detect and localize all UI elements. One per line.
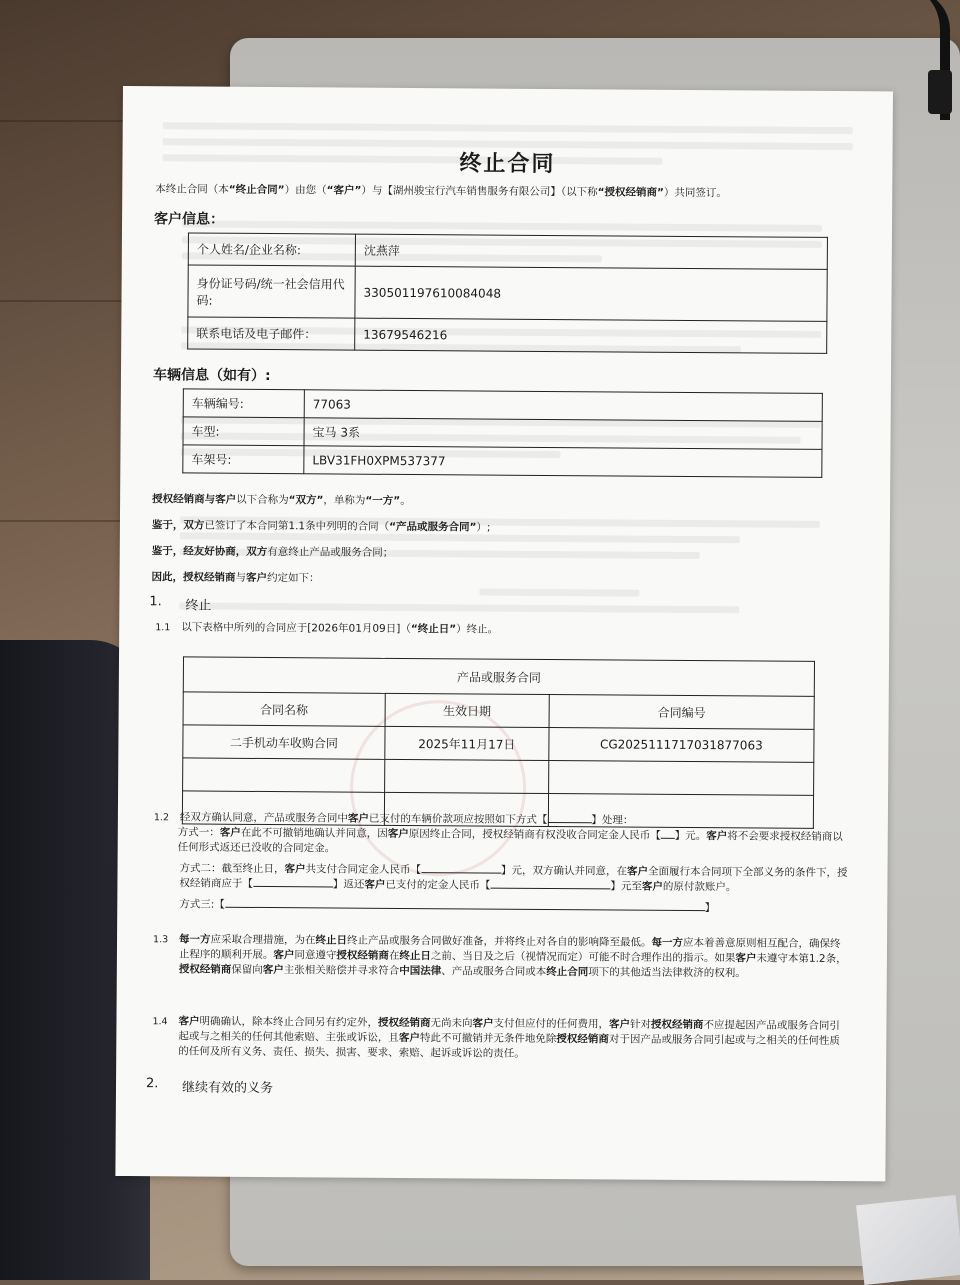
clause-text: 已支付的车辆价款项应按照如下方式【 [368, 812, 548, 826]
table-row [188, 317, 827, 353]
clause-text: 将不会要求授权经销商以任何形式返还已没收的合同定金。 [177, 830, 843, 855]
recital-text: 以下合称为 [236, 493, 289, 507]
field-label: 车辆编号: [183, 389, 304, 418]
recital-text: 客户 [246, 571, 268, 585]
table-row [188, 265, 827, 321]
defined-term: 每一方 [651, 936, 684, 949]
clause-text: 无尚未向 [430, 1017, 473, 1030]
clause-text: 】元，双方确认并同意，在 [500, 864, 628, 878]
clause-text: 特此不可撤销并无条件地免除 [419, 1032, 557, 1046]
defined-term: 授权经销商 [556, 1033, 609, 1046]
recital-text: 因此， [151, 571, 184, 584]
clause-1-3 [179, 932, 849, 982]
contracts-table [179, 656, 815, 828]
defined-term: 每一方 [179, 933, 211, 946]
column-header: 合同名称 [183, 692, 385, 726]
table-row [183, 758, 814, 795]
defined-term: 客户 [178, 1015, 200, 1028]
blank-field [225, 907, 705, 911]
clause-1-2 [179, 810, 850, 917]
clause-text: 】元。 [674, 829, 707, 843]
field-label: 联系电话及电子邮件： [188, 317, 355, 350]
plastic-wrapper [856, 1195, 960, 1285]
table-cell: 二手机动车收购合同 [183, 725, 385, 759]
recital-whereas-2 [152, 544, 862, 563]
recital-text: 双方 [246, 545, 268, 559]
defined-term: 客户 [387, 827, 409, 841]
recital-text: 双方 [183, 519, 205, 532]
recital-parties [152, 492, 862, 511]
recital-text: 约定如下： [267, 572, 320, 585]
clause-text: ）终止。 [456, 623, 499, 636]
blank-field [547, 822, 591, 823]
intro-text: ）共同签订。 [663, 186, 727, 200]
clause-text: 、产品或服务合同或本 [441, 965, 547, 978]
customer-info-table [187, 232, 828, 353]
defined-term: “授权经销商” [597, 186, 664, 199]
blank-field [490, 888, 610, 890]
table-cell [384, 759, 548, 793]
recital-text: 授权经销商 [183, 571, 236, 584]
cable-plug [928, 70, 952, 114]
clause-text: 经双方确认同意，产品或服务合同中 [179, 811, 348, 825]
column-header: 合同编号 [549, 694, 814, 729]
clause-text: 共支付合同定金人民币【 [305, 863, 422, 877]
clause-text: 】返还 [332, 878, 365, 891]
recital-text: 鉴于，经友好协商， [151, 545, 247, 558]
clause-text: 项下的其他适当法律救济的权利。 [588, 966, 746, 980]
clause-text: 针对 [629, 1018, 652, 1031]
page-title: 终止合同 [459, 151, 556, 178]
option-three [179, 897, 849, 917]
table-cell: 2025年11月17日 [385, 726, 549, 760]
clause-text: 同意遵守 [294, 949, 337, 962]
vehicle-info-heading: 车辆信息（如有）: [152, 367, 271, 385]
recital-therefore [152, 570, 862, 589]
table-row [183, 417, 822, 449]
recital-text: “一方” [365, 494, 401, 507]
blank-field [661, 838, 675, 839]
section-2-title: 继续有效的义务 [181, 1080, 274, 1097]
clause-text: 对于因产品或服务合同引起或与之相关的任何性质的任何及所有义务、责任、损失、损害、要求、索赔、起诉或诉讼的责任。 [178, 1033, 840, 1060]
table-caption: 产品或服务合同 [183, 657, 814, 696]
recital-whereas-1 [152, 518, 862, 537]
clause-text: 已支付的定金人民币【 [385, 878, 491, 892]
defined-term: 授权经销商 [650, 1018, 704, 1032]
field-label: 车架号: [183, 445, 304, 474]
intro-text: ）与【湖州骏宝行汽车销售服务有限公司】（以下称 [361, 184, 598, 199]
table-row [183, 445, 822, 477]
intro-text: ）由您（ [284, 184, 327, 197]
clause-text: 】 [704, 902, 716, 915]
clause-number: 1.1 [155, 622, 171, 634]
recital-text: “产品或服务合同” [389, 520, 477, 534]
clause-text: 应采取合理措施，为在 [210, 933, 316, 947]
defined-term: 客户 [641, 880, 663, 893]
recital-text: 已签订了本合同第1.1条中列明的合同（ [204, 519, 390, 533]
defined-term: 客户 [472, 1017, 494, 1030]
defined-term: 客户 [706, 830, 728, 843]
table-row [183, 725, 814, 762]
defined-term: 客户 [273, 949, 295, 962]
clause-text: 支付但应付的任何费用， [493, 1017, 610, 1031]
recital-text: ）; [476, 521, 491, 534]
defined-term: 终止日 [399, 949, 431, 963]
field-value: 沈燕萍 [355, 234, 827, 269]
recital-text: 。 [400, 494, 411, 508]
customer-info-heading: 客户信息： [154, 211, 225, 228]
recital-text: “双方” [288, 494, 324, 507]
intro-paragraph [155, 182, 875, 201]
defined-term: 授权经销商 [377, 1016, 431, 1030]
blank-field [253, 886, 333, 888]
recital-text: 鉴于， [151, 519, 184, 532]
defined-term: “客户” [326, 184, 362, 197]
option-two [179, 861, 849, 896]
clause-text: 主张相关赔偿并寻求符合 [283, 964, 400, 977]
recital-text: 与 [235, 571, 247, 584]
clause-text: 应本着善意原则相互配合，确保终止程序的顺利开展。 [178, 936, 841, 962]
defined-term: 客户 [284, 863, 306, 876]
defined-term: “终止合同” [228, 183, 285, 197]
table-caption-row [183, 657, 814, 696]
clause-text: 】元至 [610, 880, 642, 893]
clause-text: 明确确认，除本终止合同另有约定外， [199, 1015, 379, 1029]
blank-field [421, 872, 501, 874]
option-one [178, 825, 850, 860]
defined-term: 客户 [347, 812, 369, 825]
defined-term: 客户 [364, 878, 386, 891]
defined-term: 客户 [608, 1018, 631, 1031]
clause-text: 保留向 [231, 963, 263, 976]
recital-text: 与 [204, 493, 216, 506]
clause-text: 终止产品或服务合同做好准备，并将终止对各自的影响降至最低。 [346, 934, 652, 949]
vehicle-info-table [182, 388, 823, 477]
clause-text: 方式三:【 [179, 898, 225, 911]
clause-text: 原因终止合同，授权经销商有权没收合同定金人民币【 [408, 828, 661, 842]
clause-number: 1.2 [153, 812, 170, 824]
clause-number: 1.4 [152, 1016, 168, 1028]
table-cell [183, 758, 385, 792]
defined-term: 授权经销商 [178, 963, 232, 976]
field-value: LBV31FH0XPM537377 [304, 446, 822, 478]
table-row [188, 233, 827, 269]
intro-text: 本终止合同（本 [155, 183, 229, 196]
field-value: 330501197610084048 [355, 266, 827, 321]
table-row [183, 389, 822, 421]
defined-term: 中国法律 [399, 964, 442, 978]
clause-text: 在此不可撤销地确认并同意，因 [240, 826, 388, 840]
field-label: 车型: [183, 417, 304, 446]
field-value: 13679546216 [355, 318, 827, 353]
recital-text: ，单称为 [323, 494, 366, 507]
section-2-number: 2. [145, 1076, 159, 1092]
section-1-number: 1. [149, 594, 162, 610]
table-cell [549, 760, 814, 795]
defined-term: 终止合同 [546, 965, 589, 979]
field-label: 个人姓名/企业名称: [188, 233, 355, 266]
clause-text: 的原付款账户。 [662, 880, 737, 894]
clause-text: 】处理： [591, 814, 634, 827]
clause-text: 全面履行本合同项下全部义务的条件下，授权经销商应于【 [179, 865, 848, 890]
defined-term: 授权经销商 [336, 949, 389, 962]
field-value: 宝马 3系 [304, 418, 822, 450]
column-header: 生效日期 [385, 693, 549, 727]
clause-text: 方式二：截至终止日， [179, 862, 285, 876]
defined-term: 客户 [626, 865, 649, 878]
recital-text: 有意终止产品或服务合同； [267, 546, 394, 559]
defined-term: 终止日 [315, 934, 348, 947]
clause-text: 之前、当日及之后（视情况而定）可能不时合理作出的指示。如果 [430, 950, 736, 965]
clause-text: 方式一： [177, 826, 220, 839]
table-cell: CG2025111717031877063 [549, 727, 814, 762]
defined-term: 客户 [219, 826, 241, 839]
defined-term: 客户 [735, 952, 757, 965]
clause-1-4 [178, 1014, 848, 1064]
defined-term: 客户 [262, 963, 284, 977]
clause-1-1 [181, 620, 851, 640]
defined-term: 客户 [398, 1031, 420, 1045]
contract-paper [115, 86, 893, 1181]
clause-number: 1.3 [153, 934, 169, 946]
recital-text: 客户 [215, 493, 237, 506]
defined-term: “终止日” [410, 623, 457, 636]
clause-text: 不应提起因产品或服务合同引起或与之相关的任何其他索赔、主张或诉讼，且 [178, 1019, 840, 1044]
table-header-row [183, 692, 814, 729]
clause-text: 未遵守本第1.2条， [756, 952, 847, 966]
section-1-title: 终止 [185, 598, 212, 614]
clause-text: 以下表格中所列的合同应于[2026年01月09日]（ [181, 621, 411, 636]
field-value: 77063 [304, 390, 822, 422]
recital-text: 授权经销商 [152, 493, 205, 506]
clause-text: 在 [388, 949, 400, 962]
field-label: 身份证号码/统一社会信用代码: [188, 265, 355, 318]
